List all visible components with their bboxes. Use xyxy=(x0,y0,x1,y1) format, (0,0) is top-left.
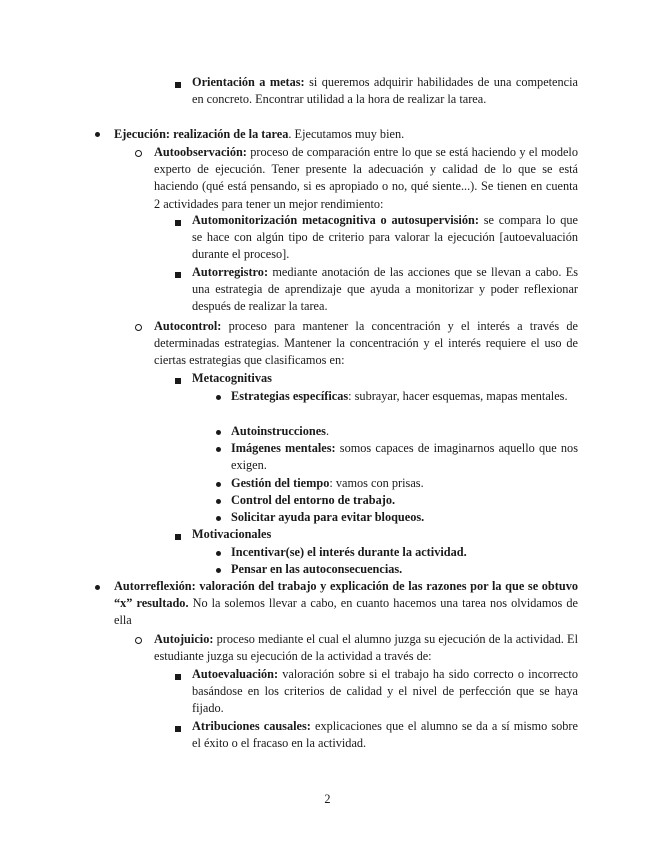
circle-bullet-icon xyxy=(135,637,142,644)
item-text: proceso para mantener la concentración y el interés a través de determinadas estrategias. Mantener la concentración y el interés requiere el uso de ciertas estrategias que clasificamos en: xyxy=(154,319,578,368)
item-autoinstrucciones xyxy=(231,423,578,440)
page-number: 2 xyxy=(324,792,331,806)
circle-bullet-icon xyxy=(135,150,142,157)
item-pensar xyxy=(231,561,578,578)
item-text: . Ejecutamos muy bien. xyxy=(288,127,405,141)
disc-bullet-icon xyxy=(216,482,221,487)
square-bullet-icon xyxy=(175,272,181,278)
item-incentivar xyxy=(231,544,578,561)
item-imagenes xyxy=(231,440,578,474)
item-text: : vamos con prisas. xyxy=(329,476,424,490)
item-title: Autorregistro: xyxy=(192,265,269,279)
item-title: Orientación a metas: xyxy=(192,75,305,89)
disc-bullet-icon xyxy=(216,551,221,556)
square-bullet-icon xyxy=(175,220,181,226)
disc-bullet-icon xyxy=(95,132,100,137)
item-title: Autorreflexión: valoración del trabajo y explicación de las razones por la que se obtuvo “x” resultado. xyxy=(114,579,578,611)
item-title: Motivacionales xyxy=(192,527,272,541)
item-title: Autojuicio: xyxy=(154,632,214,646)
item-text: : subrayar, hacer esquemas, mapas mentales. xyxy=(348,389,568,403)
disc-bullet-icon xyxy=(216,447,221,452)
item-title: Automonitorización metacognitiva o autosupervisión: xyxy=(192,213,479,227)
item-title: Solicitar ayuda para evitar bloqueos. xyxy=(231,510,425,524)
item-autorregistro xyxy=(192,264,578,316)
disc-bullet-icon xyxy=(216,499,221,504)
item-title: Gestión del tiempo xyxy=(231,476,330,490)
item-automonitorizacion xyxy=(192,212,578,264)
item-text: No la solemos llevar a cabo, en cuanto hacemos una tarea nos olvidamos de ella xyxy=(114,596,578,628)
disc-bullet-icon xyxy=(216,568,221,573)
item-text: somos capaces de imaginarnos aquello que nos exigen. xyxy=(231,441,578,473)
item-control xyxy=(231,492,578,509)
item-text: si queremos adquirir habilidades de una competencia en concreto. Encontrar utilidad a la hora de realizar la tarea. xyxy=(192,75,579,107)
item-text: se compara lo que se hace con algún tipo de criterio para valorar la ejecución [autoevaluación durante el proceso]. xyxy=(192,213,578,262)
item-atribuciones xyxy=(192,718,578,752)
circle-bullet-icon xyxy=(135,324,142,331)
item-title: Autocontrol: xyxy=(154,319,222,333)
square-bullet-icon xyxy=(175,534,181,540)
disc-bullet-icon xyxy=(216,395,221,400)
item-text: . xyxy=(325,424,330,438)
item-autoevaluacion xyxy=(192,666,578,718)
item-gestion xyxy=(231,475,578,492)
item-motivacionales xyxy=(192,526,578,543)
item-orientacion-metas xyxy=(192,74,578,108)
item-title: Autoevaluación: xyxy=(192,667,279,681)
item-title: Autoobservación: xyxy=(154,145,247,159)
item-title: Estrategias específicas xyxy=(231,389,349,403)
item-text: explicaciones que el alumno se da a sí mismo sobre el éxito o el fracaso en la actividad. xyxy=(192,719,578,751)
item-title: Ejecución: realización de la tarea xyxy=(114,127,289,141)
disc-bullet-icon xyxy=(95,585,100,590)
item-title: Metacognitivas xyxy=(192,371,272,385)
disc-bullet-icon xyxy=(216,430,221,435)
item-title: Incentivar(se) el interés durante la actividad. xyxy=(231,545,467,559)
item-text: proceso mediante el cual el alumno juzga su ejecución de la actividad. El estudiante juzga su ejecución de la actividad a través de: xyxy=(154,632,578,664)
disc-bullet-icon xyxy=(216,516,221,521)
item-solicitar xyxy=(231,509,578,526)
item-title: Pensar en las autoconsecuencias. xyxy=(231,562,403,576)
item-ejecucion xyxy=(114,126,578,143)
item-autojuicio xyxy=(154,631,578,665)
item-title: Autoinstrucciones xyxy=(231,424,326,438)
item-estrategias xyxy=(231,388,578,405)
item-text: mediante anotación de las acciones que se llevan a cabo. Es una estrategia de aprendizaje que ayuda a monitorizar y poder reflexionar después de realizar la tarea. xyxy=(192,265,578,314)
item-text: proceso de comparación entre lo que se está haciendo y el modelo experto de ejecución. Tener presente la adecuación y calidad de lo que se está haciendo (qué está pensando, si es apropiado o no, qué siente...). Se tienen en cuenta 2 actividades para tener un mejor rendimiento: xyxy=(154,145,578,211)
square-bullet-icon xyxy=(175,674,181,680)
item-metacognitivas xyxy=(192,370,578,387)
square-bullet-icon xyxy=(175,378,181,384)
item-autorreflexion xyxy=(114,578,578,630)
item-autoobservacion xyxy=(154,144,578,213)
square-bullet-icon xyxy=(175,82,181,88)
item-title: Imágenes mentales: xyxy=(231,441,336,455)
item-text: valoración sobre si el trabajo ha sido correcto o incorrecto basándose en los criterios de calidad y el nivel de perfección que se haya fijado. xyxy=(192,667,578,716)
item-autocontrol xyxy=(154,318,578,370)
square-bullet-icon xyxy=(175,726,181,732)
item-title: Control del entorno de trabajo. xyxy=(231,493,396,507)
item-title: Atribuciones causales: xyxy=(192,719,311,733)
